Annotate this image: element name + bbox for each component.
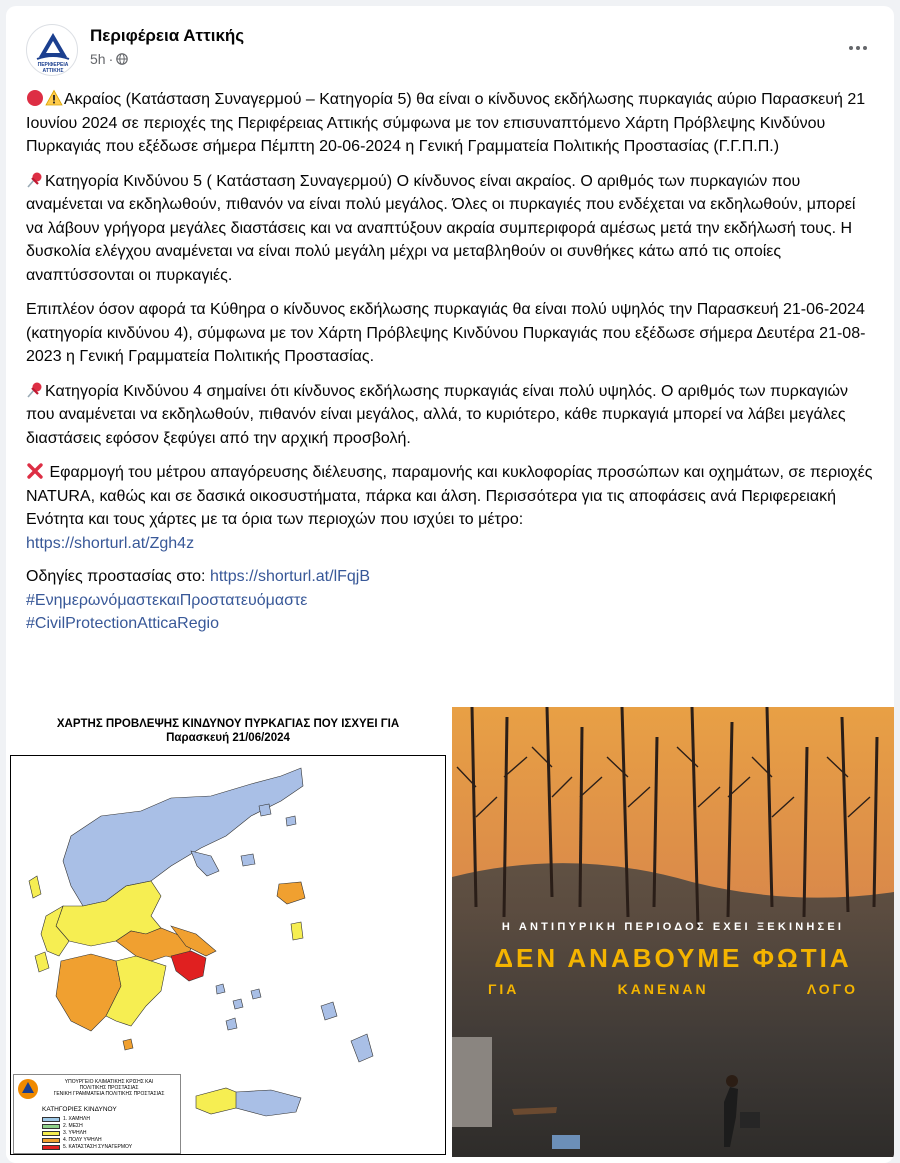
legend-swatch-low — [42, 1117, 60, 1122]
map-title — [6, 717, 450, 745]
paragraph-6 — [26, 565, 876, 636]
campaign-word-1: ΓΙΑ — [488, 981, 520, 997]
paragraph-1 — [26, 88, 876, 159]
legend-item-low — [42, 1116, 90, 1122]
legend-label-medium: 2. ΜΕΣΗ — [63, 1123, 83, 1129]
legend-label-low: 1. ΧΑΜΗΛΗ — [63, 1116, 90, 1122]
paragraph-2-text: Κατηγορία Κινδύνου 5 ( Κατάσταση Συναγερμού) Ο κίνδυνος είναι ακραίος. Ο αριθμός των πυρκαγιών που αναμένεται να εκδηλωθούν, πιθανόν να είναι πολύ μεγάλος. Όλες οι πυρκαγιές που ενδέχεται να εκδηλωθούν, μπορεί να λάβουν γρήγορα μεγάλες διαστάσεις και να αναπτύξουν ακραία συμπεριφορά αμέσως μετά την εκδήλωσή τους. Η δυσκολία ελέγχου αναμένεται να είναι πολύ μεγάλη μέχρι να μεταβληθούν οι συνθήκες κάτω από τις οποίες αναπτύσσονται οι πυρκαγιές. — [26, 172, 856, 284]
legend-org-line1: ΥΠΟΥΡΓΕΙΟ ΚΛΙΜΑΤΙΚΗΣ ΚΡΙΣΗΣ ΚΑΙ — [64, 1079, 154, 1085]
civil-protection-logo-icon — [17, 1078, 39, 1100]
post-meta — [90, 51, 128, 67]
paragraph-3 — [26, 298, 876, 369]
legend-organization — [38, 1079, 180, 1097]
paragraph-5 — [26, 461, 876, 555]
legend-item-high — [42, 1130, 87, 1136]
warning-icon — [45, 89, 63, 107]
map-region-cyclades-2 — [233, 999, 243, 1009]
post-images — [6, 707, 894, 1157]
map-region-dodecanese-1 — [321, 1002, 337, 1020]
paragraph-5-text: Εφαρμογή του μέτρου απαγόρευσης διέλευσης, παραμονής και κυκλοφορίας προσώπων και οχημάτων, σε περιοχές NATURA, καθώς και σε δασικά οικοσυστήματα, πάρκα και άλση. Περισσότερα για τις αποφάσεις ανά Περιφερειακή Ενότητα και τους χάρτες με τα όρια των περιοχών που ισχύει το μέτρο: — [26, 464, 873, 528]
map-region-crete-west — [196, 1088, 241, 1114]
map-region-crete-east — [236, 1090, 301, 1116]
legend-item-medium — [42, 1123, 83, 1129]
post-timestamp[interactable]: 5h — [90, 51, 106, 67]
page-avatar[interactable] — [26, 24, 78, 76]
legend-org-line2: ΠΟΛΙΤΙΚΗΣ ΠΡΟΣΤΑΣΙΑΣ — [79, 1085, 139, 1091]
map-region-cyclades-1 — [216, 984, 225, 994]
legend-swatch-alert — [42, 1145, 60, 1150]
legend-label-alert: 5. ΚΑΤΑΣΤΑΣΗ ΣΥΝΑΓΕΡΜΟΥ — [63, 1144, 133, 1150]
legend-org-line3: ΓΕΝΙΚΗ ΓΡΑΜΜΑΤΕΙΑ ΠΟΛΙΤΙΚΗΣ ΠΡΟΣΤΑΣΙΑΣ — [53, 1091, 165, 1097]
legend-label-very-high: 4. ΠΟΛΥ ΥΨΗΛΗ — [63, 1137, 102, 1143]
map-region-attica — [171, 951, 206, 981]
pushpin-icon — [26, 171, 44, 189]
paragraph-4-text: Κατηγορία Κινδύνου 4 σημαίνει ότι κίνδυνος εκδήλωσης πυρκαγιάς είναι πολύ υψηλός. Ο αριθμός των πυρκαγιών που αναμένεται να εκδηλωθούν, πιθανόν είναι μεγάλος, αλλά, το κυριότερο, κάθε πυρκαγιά μπορεί να λάβει μεγάλες διαστάσεις εφόσον ξεφύγει από την αρχική προσβολή. — [26, 382, 848, 447]
paragraph-2 — [26, 170, 876, 288]
hashtag-civil-protection[interactable]: #CivilProtectionAtticaRegio — [26, 615, 219, 632]
map-region-chalkidiki — [191, 851, 219, 876]
protection-instructions-label: Οδηγίες προστασίας στο: — [26, 568, 210, 585]
campaign-headline: ΔΕΝ ΑΝΑΒΟΥΜΕ ΦΩΤΙΑ — [494, 943, 852, 973]
paragraph-4 — [26, 380, 876, 451]
legend-swatch-high — [42, 1131, 60, 1136]
post-body — [26, 88, 876, 647]
map-region-chios — [291, 922, 303, 940]
meta-separator: · — [108, 51, 114, 67]
map-title-line1: ΧΑΡΤΗΣ ΠΡΟΒΛΕΨΗΣ ΚΙΝΔΥΝΟΥ ΠΥΡΚΑΓΙΑΣ ΠΟΥ ΙΣΧΥΕΙ ΓΙΑ — [56, 718, 400, 730]
map-region-lesvos — [277, 882, 305, 904]
legend-item-very-high — [42, 1137, 102, 1143]
legend-swatch-medium — [42, 1124, 60, 1129]
post-header — [26, 24, 876, 76]
map-region-samothraki — [286, 816, 296, 826]
hashtag-informed-protected[interactable]: #ΕνημερωνόμαστεκαιΠροστατευόμαστε — [26, 591, 308, 609]
map-title-line2: Παρασκευή 21/06/2024 — [166, 732, 290, 744]
paragraph-3-text: Επιπλέον όσον αφορά τα Κύθηρα ο κίνδυνος εκδήλωσης πυρκαγιάς θα είναι πολύ υψηλός την Παρασκευή 21-06-2024 (κατηγορία κινδύνου 4), σύμφωνα με τον Χάρτη Πρόβλεψης Κινδύνου Πυρκαγιάς που εξέδωσε σήμερα Δευτέρα 21-08-2023 η Γενική Γραμματεία Πολιτικής Προστασίας. — [26, 301, 866, 365]
map-legend — [13, 1074, 181, 1154]
map-region-lemnos — [241, 854, 255, 866]
legend-swatch-very-high — [42, 1138, 60, 1143]
page-name-link[interactable]: Περιφέρεια Αττικής — [90, 26, 245, 45]
campaign-poster-image[interactable] — [452, 707, 894, 1157]
more-options-icon — [849, 46, 853, 50]
legend-label-high: 3. ΥΨΗΛΗ — [63, 1130, 87, 1136]
red-circle-icon — [26, 89, 44, 107]
globe-icon[interactable] — [116, 53, 128, 65]
avatar-caption-line1: ΠΕΡΙΦΕΡΕΙΑ — [37, 62, 69, 68]
shorturl-link-2[interactable]: https://shorturl.at/lFqjB — [209, 568, 371, 585]
campaign-line-3 — [488, 981, 858, 997]
legend-title: ΚΑΤΗΓΟΡΙΕΣ ΚΙΝΔΥΝΟΥ — [42, 1106, 117, 1113]
shorturl-link-1[interactable]: https://shorturl.at/Zgh4z — [26, 534, 195, 552]
map-region-corfu — [29, 876, 41, 898]
avatar-caption-line2: ΑΤΤΙΚΗΣ — [42, 68, 64, 74]
campaign-word-2: ΚΑΝΕΝΑΝ — [617, 981, 709, 997]
map-region-cyclades-4 — [226, 1018, 237, 1030]
more-options-button[interactable] — [840, 30, 876, 66]
more-dot — [863, 46, 867, 50]
pushpin-icon — [26, 381, 44, 399]
post-card — [6, 6, 894, 1163]
campaign-word-3: ΛΟΓΟ — [806, 981, 858, 997]
map-region-thasos — [259, 804, 271, 816]
map-region-north — [63, 768, 303, 906]
fire-risk-map-image[interactable] — [6, 707, 450, 1157]
map-region-kefalonia — [35, 952, 49, 972]
more-dot — [856, 46, 860, 50]
map-region-cyclades-3 — [251, 989, 261, 999]
map-region-kythira — [123, 1039, 133, 1050]
legend-item-alert — [42, 1144, 132, 1150]
greece-map — [10, 755, 446, 1155]
paragraph-1-text: Ακραίος (Κατάσταση Συναγερμού – Κατηγορία 5) θα είναι ο κίνδυνος εκδήλωσης πυρκαγιάς αύριο Παρασκευή 21 Ιουνίου 2024 σε περιοχές της Περιφέρειας Αττικής σύμφωνα με τον επισυναπτόμενο Χάρτη Πρόβλεψης Κινδύνου Πυρκαγιάς που εξέδωσε σήμερα Πέμπτη 20-06-2024 η Γενική Γραμματεία Πολιτικής Προστασίας (Γ.Γ.Π.Π.) — [26, 91, 866, 155]
campaign-line-1: Η ΑΝΤΙΠΥΡΙΚΗ ΠΕΡΙΟΔΟΣ ΕΧΕΙ ΞΕΚΙΝΗΣΕΙ — [501, 921, 845, 933]
map-region-rhodes — [351, 1034, 373, 1062]
map-region-peloponnese-west — [56, 954, 121, 1031]
cross-mark-icon — [26, 462, 44, 480]
